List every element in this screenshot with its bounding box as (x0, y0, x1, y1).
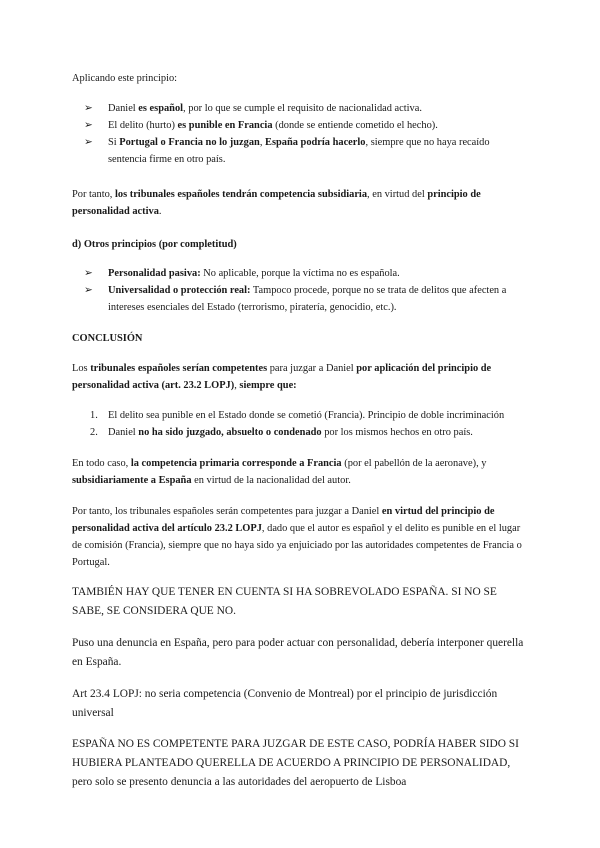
arrow-bullet-icon: ➢ (84, 285, 93, 296)
paragraph-conclusion-segment: por aplicación del principio de personalidad activa (art. 23.2 LOPJ) (72, 363, 492, 391)
arrow-bullet-icon: ➢ (84, 103, 93, 114)
list-item (84, 117, 530, 134)
list-item-segment: Daniel (108, 427, 139, 438)
paragraph-primary-competence (72, 455, 530, 489)
list-item (90, 424, 530, 441)
list-item-segment: , por lo que se cumple el requisito de nacionalidad activa. (183, 103, 422, 114)
heading-other-principles: d) Otros principios (por completitud) (72, 239, 237, 250)
paragraph-subsidiary-competence-segment: , en virtud del (367, 189, 428, 200)
paragraph-summary-segment: Por tanto, los tribunales españoles serán competentes para juzgar a Daniel (72, 506, 382, 517)
paragraph-primary-competence-segment: la competencia primaria corresponde a Francia (130, 458, 342, 469)
paragraph-primary-competence-segment: en virtud de la nacionalidad del autor. (191, 475, 351, 486)
paragraph-summary-segment: en virtud del principio de personalidad activa del artículo 23.2 LOPJ (72, 506, 495, 534)
paragraph-subsidiary-competence (72, 186, 530, 220)
list-item (84, 100, 530, 117)
list-number: 1. (90, 410, 98, 421)
list-item-segment: El delito (hurto) (108, 120, 178, 131)
list-item-segment: Si (108, 137, 120, 148)
list-other-principles (72, 265, 530, 316)
arrow-bullet-icon: ➢ (84, 268, 93, 279)
paragraph-conclusion-segment: tribunales españoles serían competentes (90, 363, 268, 374)
list-item-segment: por los mismos hechos en otro país. (321, 427, 473, 438)
paragraph-primary-competence-segment: En todo caso, (72, 458, 131, 469)
list-item-segment: Personalidad pasiva: (108, 268, 201, 279)
arrow-bullet-icon: ➢ (84, 137, 93, 148)
final-conclusion-rest: , pero solo se presento denuncia a las autoridades del aeropuerto de Lisboa (72, 757, 511, 788)
list-item-segment: (donde se entiende cometido el hecho). (272, 120, 438, 131)
paragraph-subsidiary-competence-segment: los tribunales españoles tendrán competencia subsidiaria (115, 189, 368, 200)
paragraph-primary-competence-segment: (por el pabellón de la aeronave), y (341, 458, 487, 469)
list-nationality-conditions (72, 100, 530, 168)
paragraph-subsidiary-competence-segment: principio de personalidad activa (72, 189, 481, 217)
paragraph-conclusion-segment: Los (72, 363, 91, 374)
list-item (90, 407, 530, 424)
list-item (84, 265, 530, 282)
list-item-segment: , siempre que no haya recaído sentencia firme en otro país. (108, 137, 490, 165)
paragraph-summary (72, 503, 530, 571)
note-universal-jurisdiction: Art 23.4 LOPJ: no seria competencia (Convenio de Montreal) por el principio de jurisdicción universal (72, 688, 498, 719)
paragraph-conclusion (72, 360, 530, 394)
paragraph-subsidiary-competence-segment: . (158, 206, 162, 217)
list-item-segment: España podría hacerlo (265, 137, 366, 148)
paragraph-primary-competence-segment: subsidiariamente a España (72, 475, 192, 486)
note-overflight: TAMBIÉN HAY QUE TENER EN CUENTA SI HA SOBREVOLADO ESPAÑA. SI NO SE SABE, SE CONSIDERA QUE NO. (72, 586, 497, 617)
list-item (84, 134, 530, 168)
list-item-segment: No aplicable, porque la víctima no es española. (200, 268, 400, 279)
note-complaint: Puso una denuncia en España, pero para poder actuar con personalidad, debería interponer querella en España. (72, 637, 524, 668)
arrow-bullet-icon: ➢ (84, 120, 93, 131)
list-item-segment: no ha sido juzgado, absuelto o condenado (138, 427, 322, 438)
list-item-segment: es punible en Francia (177, 120, 273, 131)
list-item-segment: es español (138, 103, 184, 114)
final-conclusion-caps: ESPAÑA NO ES COMPETENTE PARA JUZGAR DE ESTE CASO, PODRÍA HABER SIDO SI HUBIERA PLANTEADO QUERELLA DE ACUERDO A PRINCIPIO DE PERSONALIDAD (72, 738, 519, 769)
list-item-segment: Tampoco procede, porque no se trata de delitos que afecten a intereses esenciales del Estado (terrorismo, piratería, genocidio, etc.). (108, 285, 507, 313)
heading-conclusion: CONCLUSIÓN (72, 333, 143, 344)
list-item-segment: El delito sea punible en el Estado donde se cometió (Francia). Principio de doble incriminación (108, 410, 505, 421)
list-item (84, 282, 530, 316)
list-item-segment: Universalidad o protección real: (108, 285, 251, 296)
list-number: 2. (90, 427, 98, 438)
paragraph-subsidiary-competence-segment: Por tanto, (72, 189, 116, 200)
final-conclusion (72, 735, 530, 792)
paragraph-summary-segment: , dado que el autor es español y el delito es punible en el lugar de comisión (Francia), siempre que no haya sido ya enjuiciado por las autoridades competentes de Francia o Portugal. (72, 523, 522, 568)
paragraph-conclusion-segment: , (234, 380, 240, 391)
intro-text: Aplicando este principio: (72, 73, 178, 84)
paragraph-conclusion-segment: para juzgar a Daniel (267, 363, 357, 374)
list-item-segment: Daniel (108, 103, 139, 114)
list-conditions (72, 407, 530, 441)
list-item-segment: , (259, 137, 266, 148)
list-item-segment: Portugal o Francia no lo juzgan (119, 137, 260, 148)
paragraph-conclusion-segment: siempre que: (239, 380, 297, 391)
